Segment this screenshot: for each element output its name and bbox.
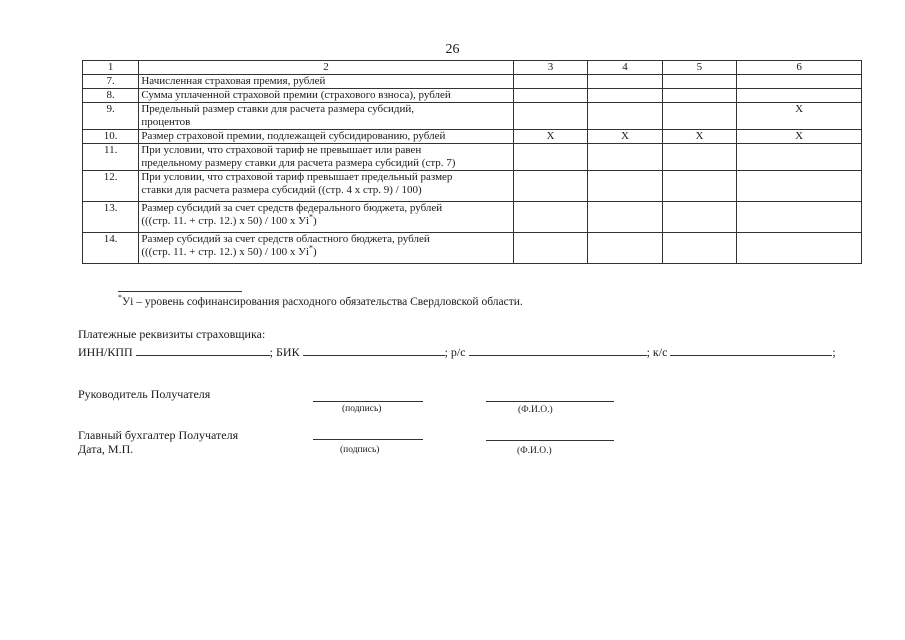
row-description: Размер субсидий за счет средств областного бюджета, рублей (((стр. 11. + стр. 12.) x 50) / 100 x Уi*) <box>139 233 513 264</box>
cell-col-5 <box>662 75 736 89</box>
cell-col-3 <box>513 75 587 89</box>
row-number: 14. <box>83 233 139 264</box>
cell-col-4 <box>588 144 662 171</box>
table-row <box>83 144 862 171</box>
table-row <box>83 75 862 89</box>
ks-field[interactable] <box>670 344 832 356</box>
head-signature-caption: (подпись) <box>342 404 382 414</box>
accountant-signature-caption: (подпись) <box>340 445 380 455</box>
table-row <box>83 103 862 130</box>
bik-label: ; БИК <box>269 345 300 359</box>
date-stamp-label: Дата, М.П. <box>78 442 134 456</box>
cell-col-5 <box>662 144 736 171</box>
payment-requisites-title: Платежные реквизиты страховщика: <box>78 327 266 341</box>
row-description: При условии, что страховой тариф превышает предельный размер ставки для расчета размера субсидий ((стр. 4 x стр. 9) / 100) <box>139 171 513 202</box>
cell-col-5 <box>662 103 736 130</box>
footnote-divider <box>118 291 242 292</box>
cell-col-6 <box>737 202 862 233</box>
row-description: Размер страховой премии, подлежащей субсидированию, рублей <box>139 130 513 144</box>
table-row <box>83 233 862 264</box>
cell-col-6 <box>737 144 862 171</box>
accountant-name-caption: (Ф.И.О.) <box>517 446 552 456</box>
cell-col-3 <box>513 202 587 233</box>
table-row <box>83 202 862 233</box>
accountant-signature-line[interactable] <box>313 439 423 440</box>
cell-col-6 <box>737 171 862 202</box>
cell-col-5 <box>662 171 736 202</box>
cell-col-3: X <box>513 130 587 144</box>
bik-field[interactable] <box>303 344 445 356</box>
cell-col-4 <box>588 89 662 103</box>
cell-col-6 <box>737 233 862 264</box>
cell-col-6 <box>737 75 862 89</box>
cell-col-4 <box>588 103 662 130</box>
header-col-3: 3 <box>513 61 587 75</box>
row-number: 10. <box>83 130 139 144</box>
cell-col-4 <box>588 171 662 202</box>
cell-col-4 <box>588 233 662 264</box>
cell-col-3 <box>513 233 587 264</box>
row-description: При условии, что страховой тариф не превышает или равен предельному размеру ставки для расчета размера субсидий (стр. 7) <box>139 144 513 171</box>
row-description: Размер субсидий за счет средств федерального бюджета, рублей (((стр. 11. + стр. 12.) x 50) / 100 x Уi*) <box>139 202 513 233</box>
head-name-caption: (Ф.И.О.) <box>518 405 553 415</box>
footnote-mark: * <box>118 293 122 303</box>
payment-requisites-line <box>78 344 836 360</box>
header-col-1: 1 <box>83 61 139 75</box>
cell-col-3 <box>513 144 587 171</box>
header-col-6: 6 <box>737 61 862 75</box>
row-number: 11. <box>83 144 139 171</box>
cell-col-3 <box>513 89 587 103</box>
cell-col-3 <box>513 171 587 202</box>
cell-col-5: X <box>662 130 736 144</box>
head-name-line[interactable] <box>486 401 614 402</box>
table-row <box>83 89 862 103</box>
table-row <box>83 130 862 144</box>
header-col-4: 4 <box>588 61 662 75</box>
header-col-5: 5 <box>662 61 736 75</box>
rs-label: ; р/с <box>444 345 466 359</box>
ks-label: ; к/с <box>646 345 668 359</box>
row-description: Сумма уплаченной страховой премии (страхового взноса), рублей <box>139 89 513 103</box>
accountant-name-line[interactable] <box>486 440 614 441</box>
row-number: 13. <box>83 202 139 233</box>
head-of-recipient-label: Руководитель Получателя <box>78 387 211 401</box>
row-number: 12. <box>83 171 139 202</box>
row-description: Начисленная страховая премия, рублей <box>139 75 513 89</box>
table-header-row <box>83 61 862 75</box>
requisites-end: ; <box>832 345 836 359</box>
cell-col-6: X <box>737 130 862 144</box>
inn-label: ИНН/КПП <box>78 345 133 359</box>
row-number: 9. <box>83 103 139 130</box>
cell-col-6: X <box>737 103 862 130</box>
subsidy-calculation-table <box>82 60 862 264</box>
footnote-text: Уi – уровень софинансирования расходного обязательства Свердловской области. <box>122 296 523 308</box>
row-number: 8. <box>83 89 139 103</box>
inn-field[interactable] <box>136 344 270 356</box>
cell-col-5 <box>662 89 736 103</box>
rs-field[interactable] <box>469 344 647 356</box>
row-number: 7. <box>83 75 139 89</box>
cell-col-3 <box>513 103 587 130</box>
cell-col-4 <box>588 202 662 233</box>
head-signature-line[interactable] <box>313 401 423 402</box>
cell-col-4 <box>588 75 662 89</box>
cell-col-5 <box>662 233 736 264</box>
chief-accountant-label: Главный бухгалтер Получателя <box>78 428 239 442</box>
row-description: Предельный размер ставки для расчета размера субсидий, процентов <box>139 103 513 130</box>
header-col-2: 2 <box>139 61 513 75</box>
cell-col-6 <box>737 89 862 103</box>
page-number: 26 <box>445 42 460 57</box>
cell-col-4: X <box>588 130 662 144</box>
cell-col-5 <box>662 202 736 233</box>
table-row <box>83 171 862 202</box>
footnote <box>118 293 523 308</box>
